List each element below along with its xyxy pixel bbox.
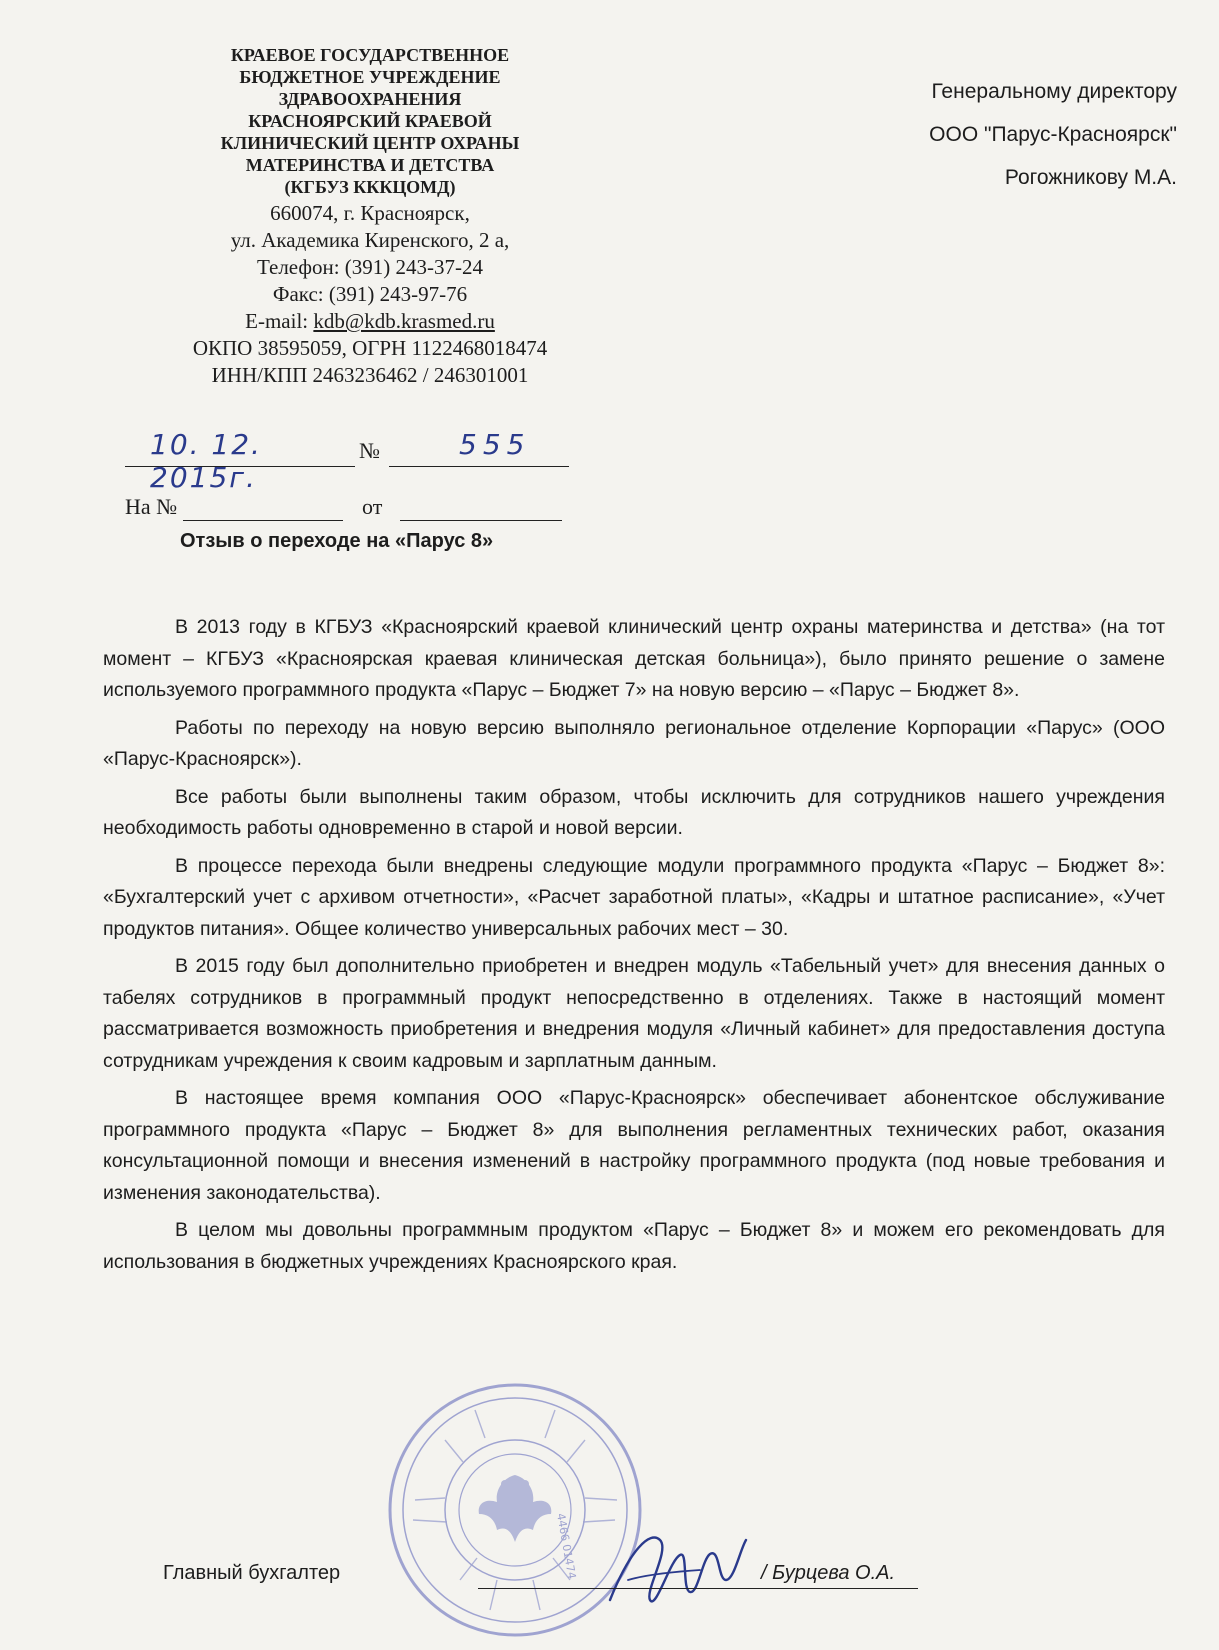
reference-number-blank xyxy=(183,498,343,521)
letter-body xyxy=(103,612,1165,1284)
reference-label: На № xyxy=(125,494,178,519)
addressee-line-3: Рогожникову М.А. xyxy=(1004,166,1177,189)
number-field xyxy=(389,428,569,467)
eagle-emblem-icon xyxy=(479,1475,552,1542)
org-line: ЗДРАВООХРАНЕНИЯ xyxy=(278,89,462,109)
addressee-block xyxy=(817,70,1177,199)
paragraph: В настоящее время компания ООО «Парус-Красноярск» обеспечивает абонентское обслуживание программного продукта «Парус – Бюджет 8» для выполнения регламентных технических работ, оказания консультационной помощи и внесения изменений в настройку программного продукта (под новые требования и изменения законодательства). xyxy=(103,1087,1165,1204)
email-label: E-mail: xyxy=(245,309,314,333)
outgoing-registration xyxy=(125,428,565,494)
paragraph: В 2013 году в КГБУЗ «Красноярский краевой клинический центр охраны материнства и детства» (на тот момент – КГБУЗ «Красноярская краевая клиническая детская больница»), было принято решение о замене используемого программного продукта «Парус – Бюджет 7» на новую версию – «Парус – Бюджет 8». xyxy=(103,616,1165,701)
number-label: № xyxy=(359,438,380,463)
email-line xyxy=(130,308,610,335)
org-line: БЮДЖЕТНОЕ УЧРЕЖДЕНИЕ xyxy=(239,67,501,87)
org-abbreviation: (КГБУЗ КККЦОМД) xyxy=(284,177,456,197)
address-line-1: 660074, г. Красноярск, xyxy=(270,201,470,225)
seal-registration-number: 4466 01474 xyxy=(554,1512,579,1580)
phone-line: Телефон: (391) 243-37-24 xyxy=(256,255,484,279)
signature-block xyxy=(163,1560,923,1600)
paragraph: В 2015 году был дополнительно приобретен и внедрен модуль «Табельный учет» для внесения данных о табелях сотрудников в программный продукт непосредственно в отделениях. Также в настоящий момент рассматривается возможность приобретения и внедрения модуля «Личный кабинет» для предоставления доступа сотрудникам учреждения к своим кадровым и зарплатным данным. xyxy=(103,955,1165,1072)
signer-role: Главный бухгалтер xyxy=(163,1562,341,1584)
registration-ids: ОКПО 38595059, ОГРН 1122468018474 xyxy=(192,336,548,360)
letter-subject: Отзыв о переходе на «Парус 8» xyxy=(180,530,494,552)
signer-name: / Бурцева О.А. xyxy=(761,1562,896,1584)
org-line: КРАСНОЯРСКИЙ КРАЕВОЙ xyxy=(248,111,492,131)
addressee-line-2: ООО "Парус-Красноярск" xyxy=(929,123,1177,146)
org-line: КЛИНИЧЕСКИЙ ЦЕНТР ОХРАНЫ xyxy=(220,133,520,153)
addressee-line-1: Генеральному директору xyxy=(931,80,1177,103)
paragraph: Работы по переходу на новую версию выполняло региональное отделение Корпорации «Парус» (ООО «Парус-Красноярск»). xyxy=(103,716,1165,770)
reference-date-blank xyxy=(400,498,562,521)
org-line: МАТЕРИНСТВА И ДЕТСТВА xyxy=(245,155,495,175)
paragraph: В процессе перехода были внедрены следующие модули программного продукта «Парус – Бюджет 8»: «Бухгалтерский учет с архивом отчетности», «Расчет заработной платы», «Кадры и штатное расписание», «Учет продуктов питания». Общее количество универсальных рабочих мест – 30. xyxy=(103,854,1165,940)
address-line-2: ул. Академика Киренского, 2 а, xyxy=(230,228,510,252)
handwritten-date: 10. 12. 2015г. xyxy=(150,428,262,494)
from-label: от xyxy=(362,494,383,519)
email-link[interactable]: kdb@kdb.krasmed.ru xyxy=(313,309,495,333)
signature-line xyxy=(478,1588,918,1589)
paragraph: В целом мы довольны программным продуктом «Парус – Бюджет 8» и можем его рекомендовать для использования в бюджетных учреждениях Красноярского края. xyxy=(103,1219,1165,1273)
paragraph: Все работы были выполнены таким образом, чтобы исключить для сотрудников нашего учреждения необходимость работы одновременно в старой и новой версии. xyxy=(103,785,1165,839)
handwritten-number: 555 xyxy=(459,428,531,461)
inn-kpp: ИНН/КПП 2463236462 / 246301001 xyxy=(211,363,529,387)
org-line: КРАЕВОЕ ГОСУДАРСТВЕННОЕ xyxy=(230,45,510,65)
date-field xyxy=(125,428,355,494)
fax-line: Факс: (391) 243-97-76 xyxy=(272,282,468,306)
incoming-reference xyxy=(125,494,565,524)
sender-block xyxy=(130,44,610,389)
